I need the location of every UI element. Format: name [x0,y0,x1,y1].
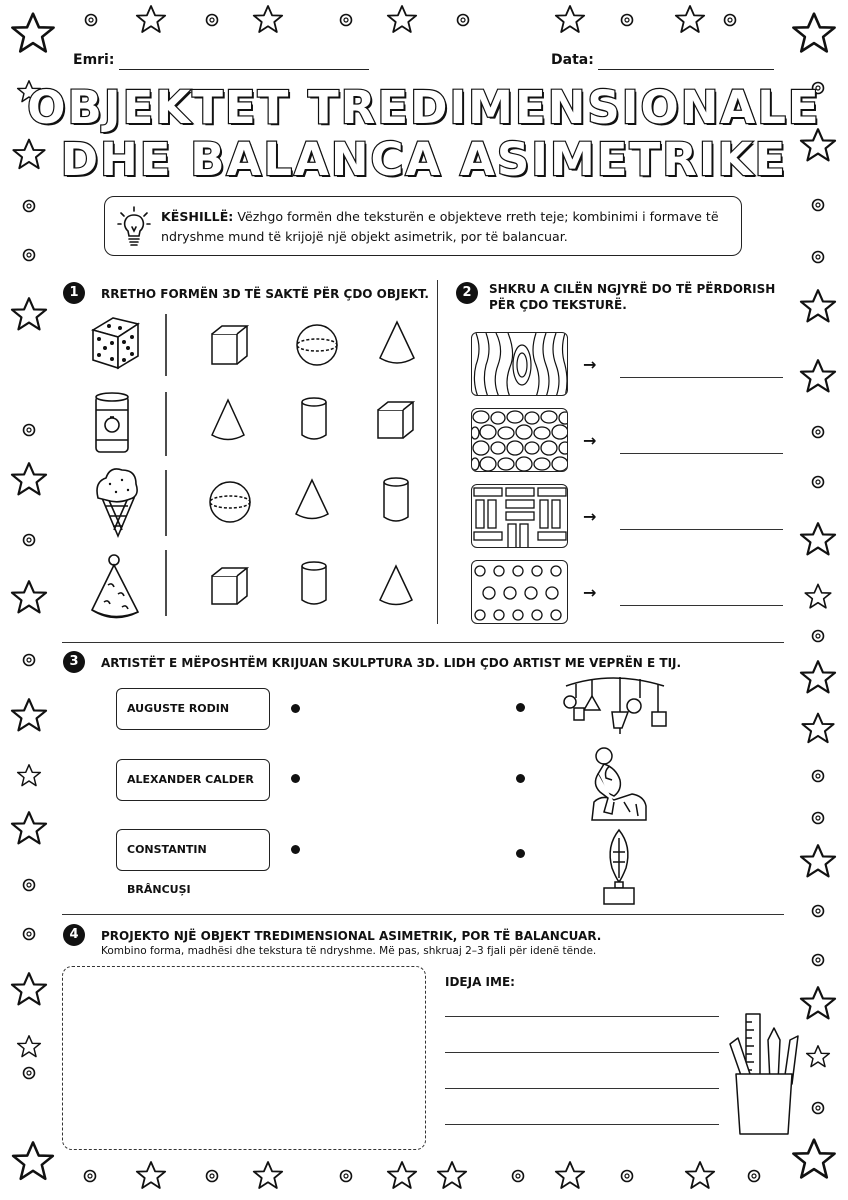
artist-calder[interactable]: ALEXANDER CALDER [116,759,270,801]
tip-box [104,196,742,256]
title-line-2: DHE BALANCA ASIMETRIKE [60,133,788,186]
color-answer-line[interactable] [620,377,783,378]
date-field[interactable] [598,69,774,70]
idea-line[interactable] [445,1052,719,1053]
sphere-option[interactable] [210,482,250,522]
match-dot[interactable] [291,704,300,713]
idea-label: IDEJA IME: [445,975,515,989]
shapes-exercise [80,310,430,630]
title-line-1: OBJEKTET TREDIMENSIONALE [27,81,821,134]
section-2-title [489,281,775,313]
match-dot[interactable] [516,703,525,712]
cube-option[interactable] [212,326,247,364]
pencil-cup-icon [724,1010,804,1140]
section-1-title: RRETHO FORMËN 3D TË SAKTË PËR ÇDO OBJEKT. [101,287,429,301]
section-3-number: 3 [63,651,85,673]
section-divider [62,914,784,915]
section-2-title-line-1: SHKRU A CILËN NGJYRË DO TË PËRDORISH [489,282,776,296]
name-label: Emri: [73,52,115,68]
arrow-icon: → [583,431,597,450]
match-dot[interactable] [516,849,525,858]
idea-line[interactable] [445,1016,719,1017]
section-divider [62,642,784,643]
ice-cream-object [97,469,137,536]
cylinder-option[interactable] [384,478,408,521]
dice-object [93,318,138,368]
weave-texture [471,484,568,548]
section-4-subtitle: Kombino forma, madhësi dhe tekstura të ndryshme. Më pas, shkruaj 2–3 fjali për idenë tënde. [101,945,597,957]
name-field[interactable] [119,69,369,70]
can-object [96,393,128,452]
wood-texture [471,332,568,396]
idea-line[interactable] [445,1124,719,1125]
lightbulb-icon [117,205,151,249]
arrow-icon: → [583,507,597,526]
artist-rodin[interactable]: AUGUSTE RODIN [116,688,270,730]
tip-body: Vëzhgo formën dhe teksturën e objekteve rreth teje; kombinimi i formave të ndryshme mund të krijojë një objekt asimetrik, por të balancuar. [161,209,719,244]
section-4-title: PROJEKTO NJË OBJEKT TREDIMENSIONAL ASIMETRIK, POR TË BALANCUAR. [101,929,602,943]
color-answer-line[interactable] [620,529,783,530]
section-1-number: 1 [63,282,85,304]
idea-line[interactable] [445,1088,719,1089]
section-3-title: ARTISTËT E MËPOSHTËM KRIJUAN SKULPTURA 3D. LIDH ÇDO ARTIST ME VEPRËN E TIJ. [101,656,682,670]
tip-text [161,207,736,247]
section-4-number: 4 [63,924,85,946]
arrow-icon: → [583,583,597,602]
party-hat-object [92,555,138,618]
color-answer-line[interactable] [620,605,783,606]
page-title [0,82,848,186]
dots-texture [471,560,568,624]
date-label: Data: [551,52,594,68]
stones-texture [471,408,568,472]
color-answer-line[interactable] [620,453,783,454]
match-dot[interactable] [291,845,300,854]
section-2-title-line-2: PËR ÇDO TEKSTURË. [489,298,627,312]
mobile-sculpture [552,672,682,738]
design-drawing-area[interactable] [62,966,426,1150]
tip-label: KËSHILLË: [161,209,234,224]
cube-option[interactable] [212,568,247,604]
section-2-number: 2 [456,282,478,304]
cone-option[interactable] [212,400,244,440]
cone-option[interactable] [380,322,414,363]
match-dot[interactable] [516,774,525,783]
cone-option[interactable] [380,566,412,605]
match-dot[interactable] [291,774,300,783]
sphere-option[interactable] [297,325,337,365]
artist-brancusi[interactable]: CONSTANTIN BRÂNCUȘI [116,829,270,871]
cylinder-option[interactable] [302,398,326,439]
section-divider [437,280,438,624]
cube-option[interactable] [378,402,413,438]
cylinder-option[interactable] [302,562,326,604]
cone-option[interactable] [296,480,328,519]
thinker-sculpture [584,744,654,822]
arrow-icon: → [583,355,597,374]
bird-in-space-sculpture [596,828,642,910]
